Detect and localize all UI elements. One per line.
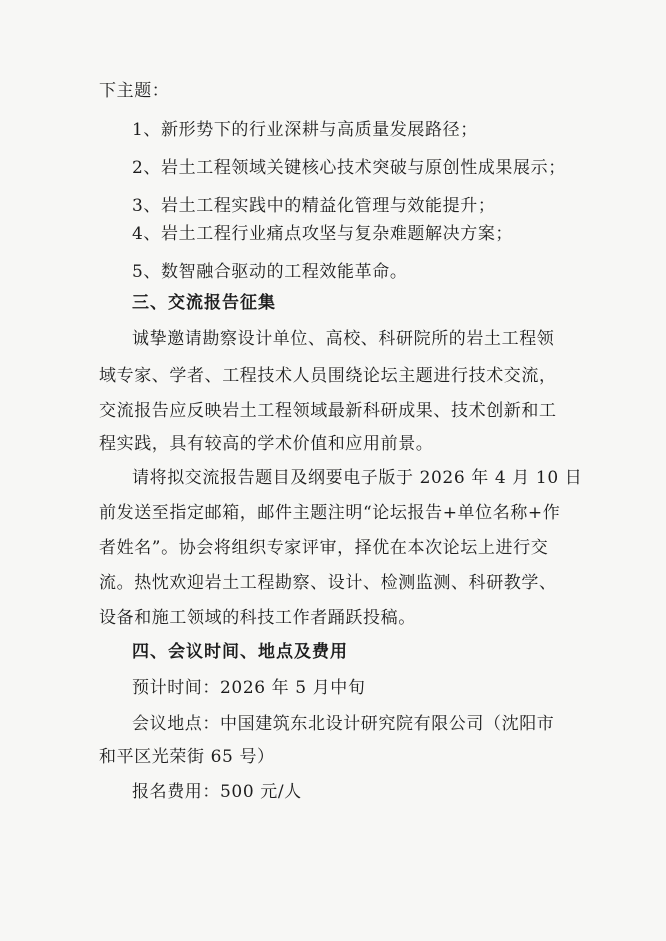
- intro-continuation: 下主题：: [99, 81, 170, 101]
- topic-item-1: 1、新形势下的行业深耕与高质量发展路径；: [132, 120, 478, 140]
- topic-item-2: 2、岩土工程领域关键核心技术突破与原创性成果展示；: [132, 158, 566, 178]
- meeting-location-line: 和平区光荣街 65 号）: [99, 747, 275, 767]
- section-3-paragraph-2-line: 者姓名”。协会将组织专家评审，择优在本次论坛上进行交: [99, 538, 549, 558]
- section-3-heading: 三、交流报告征集: [132, 293, 276, 313]
- registration-fee: 报名费用：500 元/人: [132, 782, 302, 802]
- section-3-paragraph-2-line: 请将拟交流报告题目及纲要电子版于 2026 年 4 月 10 日: [132, 468, 583, 488]
- section-3-paragraph-2-line: 流。热忱欢迎岩土工程勘察、设计、检测监测、科研教学、: [99, 573, 557, 593]
- topic-item-3: 3、岩土工程实践中的精益化管理与效能提升；: [132, 196, 496, 216]
- section-3-paragraph-1-line: 交流报告应反映岩土工程领域最新科研成果、技术创新和工: [99, 401, 557, 421]
- section-3-paragraph-2-line: 前发送至指定邮箱，邮件主题注明“论坛报告+单位名称+作: [99, 503, 561, 523]
- topic-item-4: 4、岩土工程行业痛点攻坚与复杂难题解决方案；: [132, 224, 514, 244]
- section-3-paragraph-1-line: 诚挚邀请勘察设计单位、高校、科研院所的岩土工程领: [132, 329, 555, 349]
- section-3-paragraph-2-line: 设备和施工领域的科技工作者踊跃投稿。: [99, 608, 416, 628]
- section-3-paragraph-1-line: 域专家、学者、工程技术人员围绕论坛主题进行技术交流，: [99, 366, 557, 386]
- section-3-paragraph-1-line: 程实践，具有较高的学术价值和应用前景。: [99, 434, 434, 454]
- topic-item-5: 5、数智融合驱动的工程效能革命。: [132, 262, 408, 282]
- section-4-heading: 四、会议时间、地点及费用: [132, 642, 348, 662]
- meeting-location-line: 会议地点：中国建筑东北设计研究院有限公司（沈阳市: [132, 714, 555, 734]
- meeting-time: 预计时间：2026 年 5 月中旬: [132, 678, 366, 698]
